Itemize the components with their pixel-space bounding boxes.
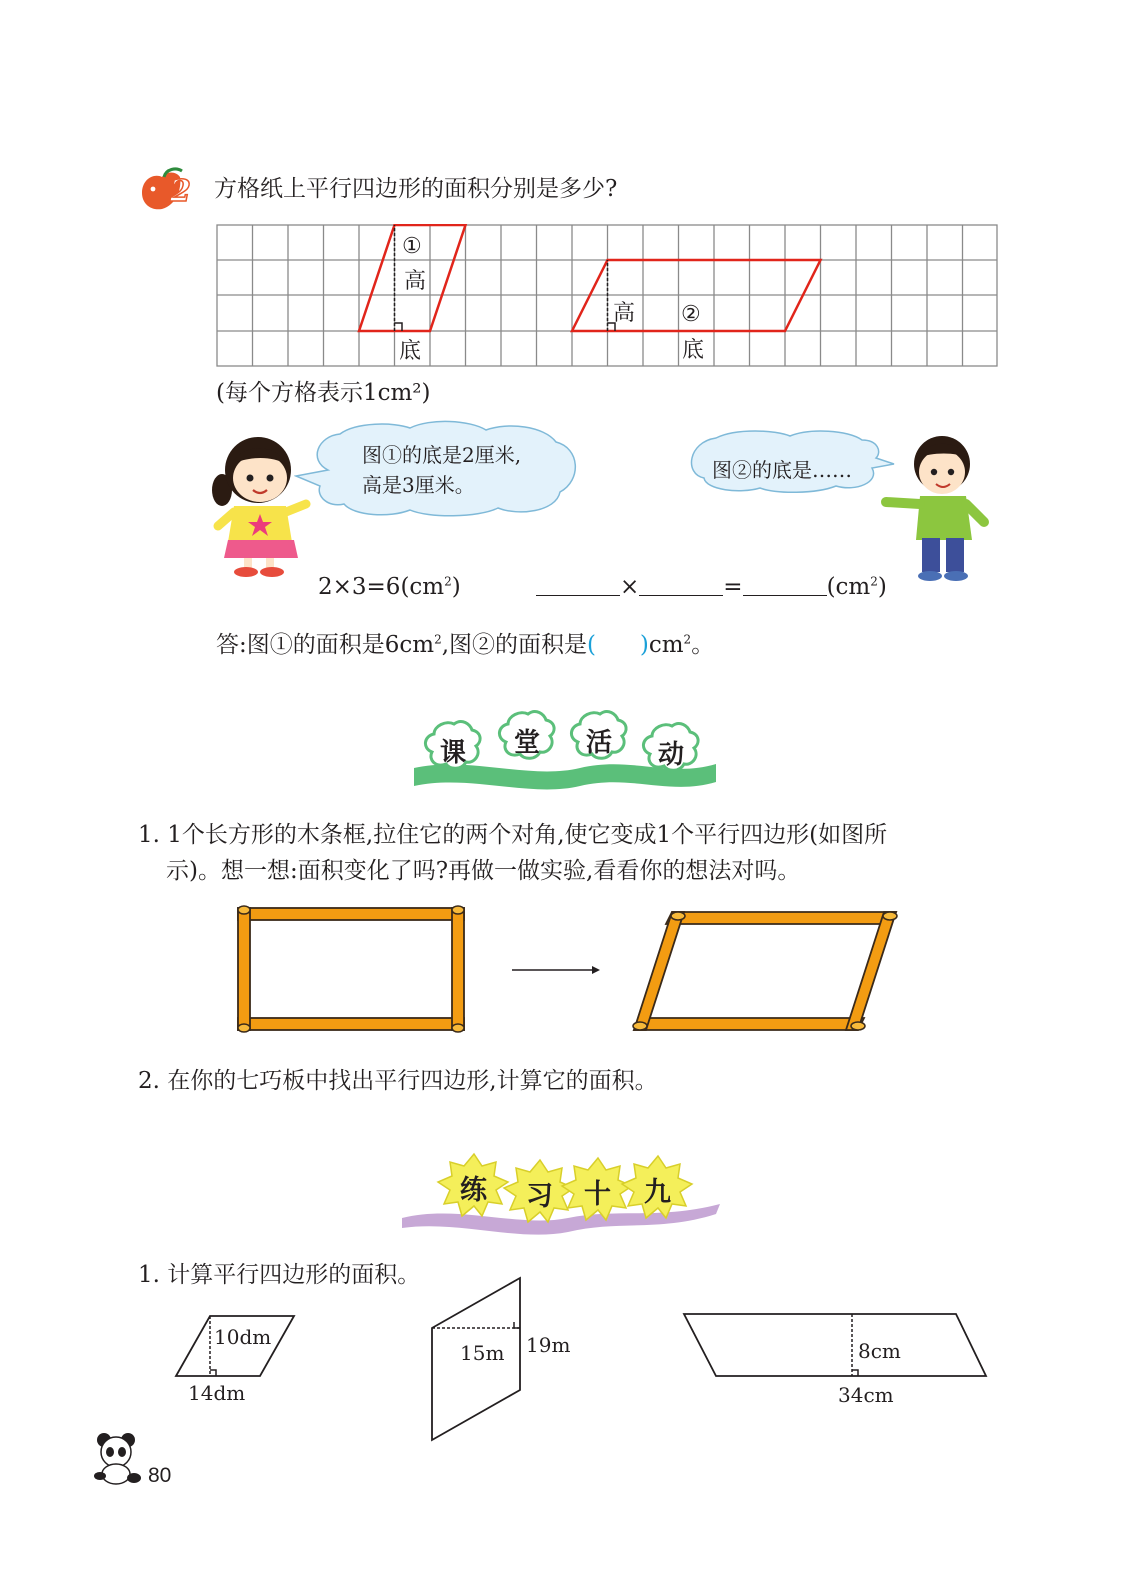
girl-bubble-line-1: 图①的底是2厘米, xyxy=(362,443,522,467)
svg-text:14dm: 14dm xyxy=(188,1381,246,1405)
blank-height[interactable] xyxy=(639,575,723,596)
activity-item-2: 2. 在你的七巧板中找出平行四边形,计算它的面积。 xyxy=(138,1068,658,1094)
boy-illustration xyxy=(876,430,992,582)
activity-title-char-4: 动 xyxy=(658,740,685,770)
equation-1-expr: 2×3=6 xyxy=(318,574,401,600)
svg-text:底: 底 xyxy=(399,339,422,364)
answer-unit: cm xyxy=(648,632,684,658)
grid-note: (每个方格表示1cm²) xyxy=(216,380,431,406)
girl-bubble-text xyxy=(362,440,521,500)
svg-text:高: 高 xyxy=(404,269,427,294)
exercise-parallelogram-3 xyxy=(684,1314,986,1376)
svg-text:8cm: 8cm xyxy=(858,1339,901,1363)
equation-1: $2\times 3=6(cm^2)$ xyxy=(318,574,461,600)
equals-sign: = xyxy=(723,574,743,600)
wooden-frames-illustration xyxy=(232,900,902,1036)
svg-text:②: ② xyxy=(681,302,701,327)
svg-text:34cm: 34cm xyxy=(838,1383,894,1407)
exercise-shapes xyxy=(170,1272,1000,1448)
svg-text:①: ① xyxy=(402,234,422,259)
grid-paper xyxy=(216,224,998,368)
problem-2-question: 方格纸上平行四边形的面积分别是多少? xyxy=(214,176,618,202)
problem-number-badge xyxy=(136,165,210,215)
panda-icon xyxy=(92,1430,144,1486)
activity-item-1-line-1: 1. 1个长方形的木条框,拉住它的两个对角,使它变成1个平行四边形(如图所 xyxy=(138,822,888,848)
answer-blank[interactable]: ( ) xyxy=(587,632,649,658)
page-number: 80 xyxy=(148,1464,172,1487)
girl-bubble-line-2: 高是3厘米。 xyxy=(362,473,475,497)
svg-text:15m: 15m xyxy=(460,1341,505,1365)
exercise-item-1: 1. 计算平行四边形的面积。 xyxy=(138,1262,421,1288)
answer-middle: ,图②的面积是 xyxy=(441,632,588,658)
answer-line: 答:图①的面积是$6cm^2$,图②的面积是( )$cm^2$。 xyxy=(216,632,715,658)
exercise-title-char-4: 九 xyxy=(644,1177,671,1208)
exercise-title-char-1: 练 xyxy=(460,1175,487,1206)
answer-prefix: 答:图①的面积是6cm xyxy=(216,632,435,658)
svg-text:19m: 19m xyxy=(526,1333,571,1357)
activity-title-char-2: 堂 xyxy=(514,728,541,758)
activity-title-char-1: 课 xyxy=(440,738,467,768)
svg-text:10dm: 10dm xyxy=(214,1325,272,1349)
blank-base[interactable] xyxy=(536,575,620,596)
boy-bubble-text: 图②的底是…… xyxy=(712,458,852,482)
activity-title-char-3: 活 xyxy=(586,728,613,758)
exercise-title-char-3: 十 xyxy=(584,1179,611,1210)
times-sign: × xyxy=(620,574,640,600)
exercise-banner xyxy=(398,1148,724,1240)
exercise-title-char-2: 习 xyxy=(526,1181,553,1212)
blank-area[interactable] xyxy=(743,575,827,596)
svg-text:2: 2 xyxy=(170,174,191,209)
svg-text:高: 高 xyxy=(613,301,636,326)
activity-item-1-line-2: 示)。想一想:面积变化了吗?再做一做实验,看看你的想法对吗。 xyxy=(166,858,801,884)
equation-2: × = $(cm^2)$ xyxy=(536,574,887,602)
svg-text:底: 底 xyxy=(682,338,705,363)
answer-end: 。 xyxy=(691,632,715,658)
